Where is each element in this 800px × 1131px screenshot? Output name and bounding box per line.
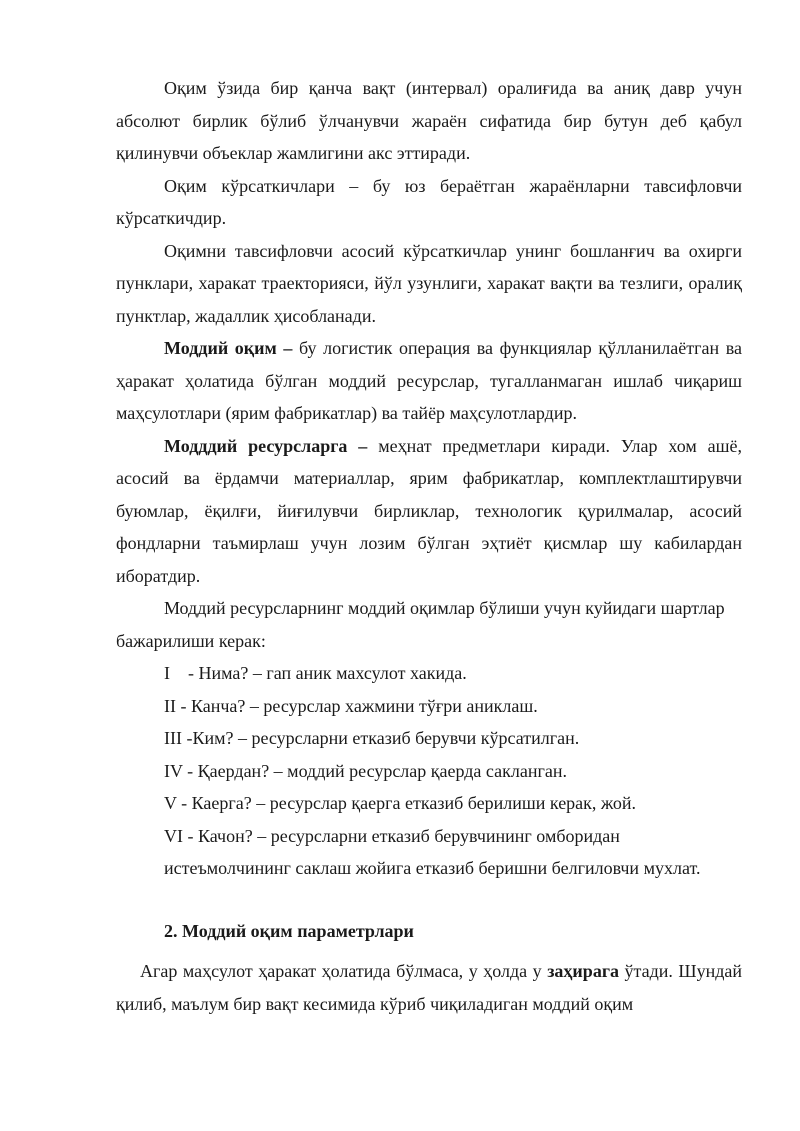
list-item-continuation: истеъмолчининг саклаш жойига етказиб беришни белгиловчи мухлат. bbox=[164, 858, 701, 878]
reserve-text-end: ўтади. Шундай қилиб, маълум бир вақт кесимида кўриб чиқиладиган моддий оқим bbox=[116, 961, 742, 1014]
paragraph-main-indicators: Оқимни тавсифловчи асосий кўрсаткичлар унинг бошланғич ва охирги пунклари, харакат траекторияси, йўл узунлиги, харакат вақти ва тезлиги, оралиқ пунктлар, жадаллик ҳисобланади. bbox=[116, 240, 742, 326]
material-flow-definition: бу логистик операция ва функциялар қўлланилаётган ва ҳаракат ҳолатида бўлган моддий ресурслар, тугалланмаган ишлаб чиқариш маҳсулотлари (ярим фабрикатлар) ва тайёр маҳсулотлардир. bbox=[116, 338, 742, 423]
list-item: III -Ким? – ресурсларни етказиб берувчи кўрсатилган. bbox=[164, 728, 580, 748]
term-material-resources: Модддий ресурсларга – bbox=[164, 435, 368, 456]
paragraph-material-resources bbox=[116, 430, 742, 593]
paragraph-material-flow bbox=[116, 332, 742, 430]
section-heading: 2. Моддий оқим параметрлари bbox=[164, 920, 414, 941]
conditions-list bbox=[116, 657, 742, 852]
list-item: V - Каерга? – ресурслар қаерга етказиб берилиши керак, жой. bbox=[164, 793, 637, 813]
section-gap bbox=[116, 885, 742, 915]
material-resources-definition: меҳнат предметлари киради. Улар хом ашё, асосий ва ёрдамчи материаллар, ярим фабрикатлар, комплектлаштирувчи буюмлар, ёқилғи, йиғилувчи бирликлар, технологик қурилмалар, асосий фондларни таъмирлаш учун лозим бўлган эҳтиёт қисмлар шу кабилардан иборатдир. bbox=[116, 435, 742, 586]
paragraph-flow-definition: Оқим ўзида бир қанча вақт (интервал) оралиғида ва аниқ давр учун абсолют бирлик бўлиб ўлчанувчи жараён сифатида бир бутун деб қабул қилинувчи объеклар жамлигини акс эттиради. bbox=[116, 78, 742, 163]
reserve-text-start: Агар маҳсулот ҳаракат ҳолатида бўлмаса, у ҳолда у bbox=[140, 961, 548, 981]
list-item: IV - Қаердан? – моддий ресурслар қаерда сакланган. bbox=[164, 760, 567, 781]
paragraph-conditions: Моддий ресурсларнинг моддий оқимлар бўлиши учун куйидаги шартлар бажарилиши керак: bbox=[116, 598, 725, 651]
term-reserve: заҳирага bbox=[547, 961, 619, 981]
list-item: I - Нима? – гап аник махсулот хакида. bbox=[164, 663, 467, 683]
term-material-flow: Моддий оқим – bbox=[164, 338, 293, 358]
list-item: II - Канча? – ресурслар хажмини тўғри аниклаш. bbox=[164, 695, 538, 716]
list-item: VI - Качон? – ресурсларни етказиб берувчининг омборидан bbox=[164, 825, 620, 846]
paragraph-flow-indicators: Оқим кўрсаткичлари – бу юз бераётган жараёнларни тавсифловчи кўрсаткичдир. bbox=[116, 175, 742, 228]
paragraph-reserve bbox=[116, 955, 742, 1020]
